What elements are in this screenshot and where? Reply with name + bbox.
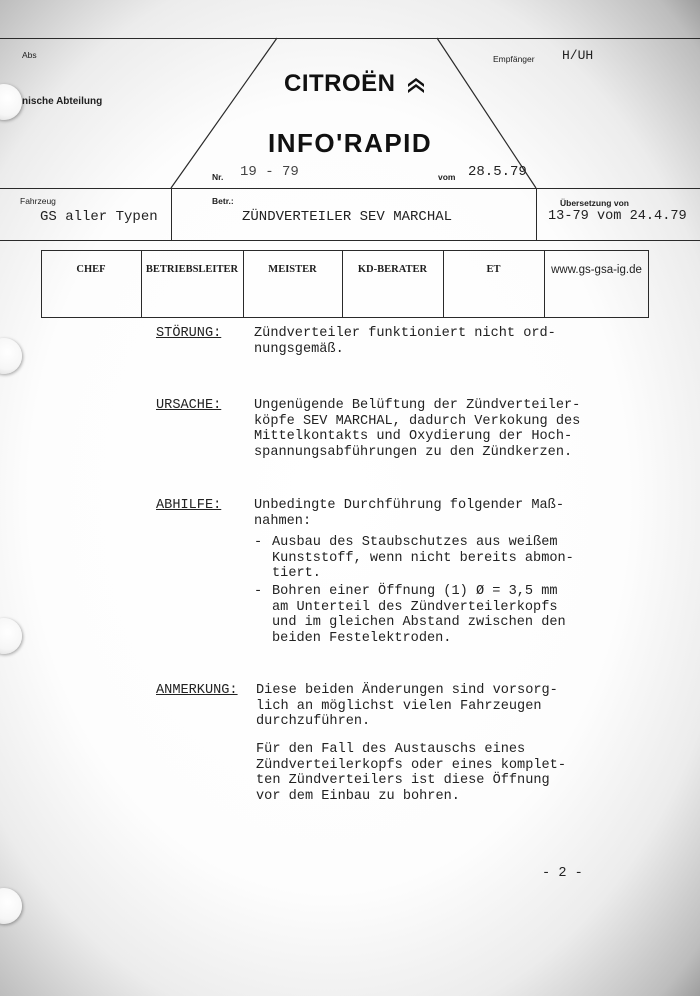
text-line: Diese beiden Änderungen sind vorsorg- [256, 683, 558, 698]
text-line: ten Zündverteilers ist diese Öffnung [256, 773, 550, 789]
page-number: - 2 - [542, 866, 583, 881]
bullet-item [254, 535, 574, 582]
number-label: Nr. [212, 172, 224, 182]
punch-hole [0, 338, 22, 374]
text-line: Ausbau des Staubschutzes aus weißem [272, 535, 558, 550]
header-bottom-rule [0, 240, 700, 241]
text-line: nahmen: [254, 513, 312, 529]
section-text-ursache [254, 398, 580, 460]
vehicle-value: GS aller Typen [40, 209, 158, 225]
bullet-item [254, 584, 566, 646]
section-text-anmerkung [256, 683, 558, 730]
section-text-anmerkung-2 [256, 742, 566, 804]
section-label-abhilfe: ABHILFE: [156, 498, 222, 513]
text-line: Zündverteilerkopfs oder eines komplet- [256, 757, 566, 773]
recipient-label: Empfänger [493, 54, 535, 64]
brand-logo: CITROËN [284, 70, 396, 97]
text-line: Bohren einer Öffnung (1) Ø = 3,5 mm [272, 584, 558, 599]
subject-label: Betr.: [212, 196, 234, 206]
subject-value: ZÜNDVERTEILER SEV MARCHAL [242, 209, 453, 225]
bullet-dash: - [254, 584, 263, 599]
section-label-ursache: URSACHE: [156, 398, 222, 413]
section-text-abhilfe [254, 498, 564, 529]
text-line: nungsgemäß. [254, 341, 344, 357]
text-line: Unbedingte Durchführung folgender Maß- [254, 498, 564, 513]
punch-hole [0, 888, 22, 924]
translation-value: 13-79 vom 24.4.79 [548, 209, 687, 224]
date-label: vom [438, 172, 456, 182]
punch-hole [0, 618, 22, 654]
recipient-value: H/UH [562, 48, 594, 63]
text-line: Für den Fall des Austauschs eines [256, 742, 526, 757]
sender-label: Abs [22, 50, 37, 60]
text-line: lich an möglichst vielen Fahrzeugen [256, 698, 542, 714]
routing-cell-chef: CHEF [76, 264, 106, 275]
routing-cell-kd-berater: KD-BERATER [357, 264, 428, 275]
vehicle-label: Fahrzeug [20, 196, 56, 206]
chevrons-icon [406, 74, 426, 94]
text-line: beiden Festelektroden. [272, 630, 452, 646]
routing-cell-betriebsleiter: BETRIEBSLEITER [145, 264, 239, 275]
title-trapezoid [0, 0, 700, 200]
routing-cell-meister: MEISTER [268, 264, 317, 275]
text-line: Mittelkontakts und Oxydierung der Hoch- [254, 429, 573, 445]
section-label-stoerung: STÖRUNG: [156, 326, 222, 341]
text-line: vor dem Einbau zu bohren. [256, 788, 460, 804]
text-line: Kunststoff, wenn nicht bereits abmon- [272, 550, 574, 566]
text-line: und im gleichen Abstand zwischen den [272, 615, 566, 631]
date-value: 28.5.79 [468, 164, 527, 180]
section-text-stoerung [254, 326, 556, 357]
text-line: köpfe SEV MARCHAL, dadurch Verkokung des [254, 413, 581, 429]
text-line: durchzuführen. [256, 714, 371, 730]
department-name: nische Abteilung [22, 96, 103, 107]
translation-label: Übersetzung von [560, 198, 629, 208]
routing-cell-et: ET [486, 264, 501, 275]
document-title: INFO'RAPID [268, 128, 433, 158]
text-line: Zündverteiler funktioniert nicht ord- [254, 326, 556, 341]
website-link[interactable]: www.gs-gsa-ig.de [551, 264, 642, 276]
text-line: tiert. [272, 566, 321, 582]
text-line: Ungenügende Belüftung der Zündverteiler- [254, 398, 581, 413]
number-value: 19 - 79 [240, 164, 299, 180]
section-label-anmerkung: ANMERKUNG: [156, 683, 238, 698]
text-line: am Unterteil des Zündverteilerkopfs [272, 599, 558, 615]
bullet-dash: - [254, 535, 263, 550]
text-line: spannungsabführungen zu den Zündkerzen. [254, 444, 573, 460]
